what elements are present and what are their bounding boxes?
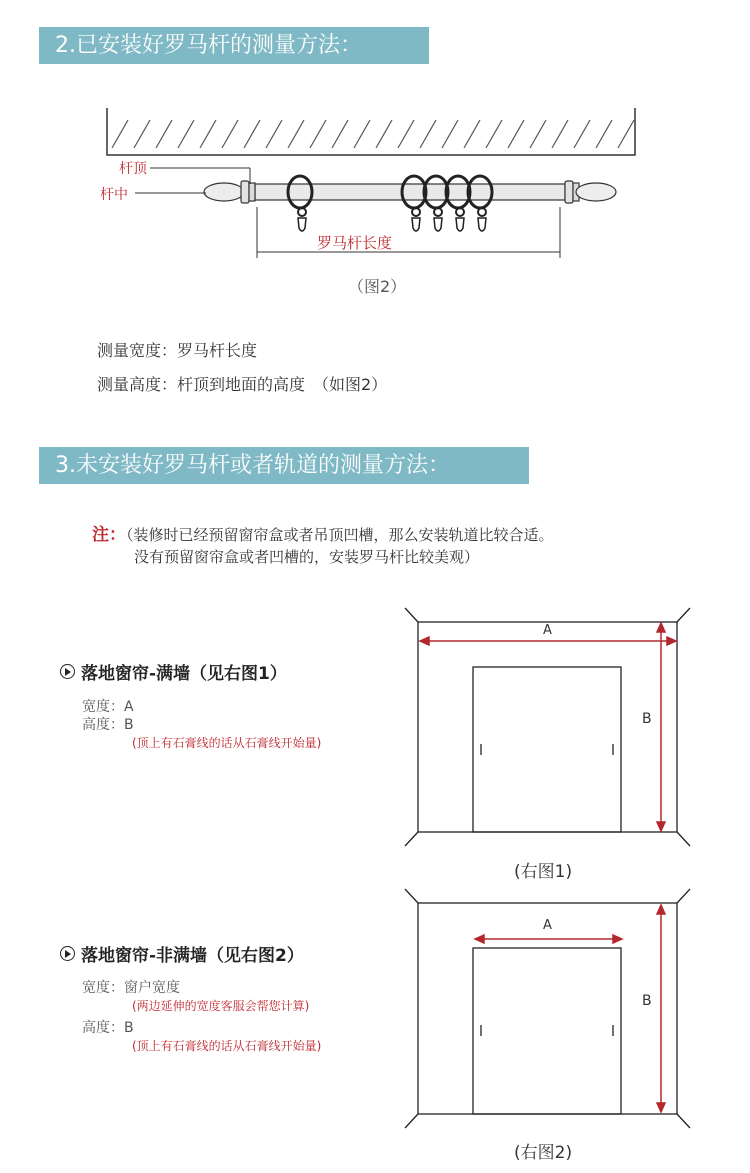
dimension-a-arrow [420, 637, 676, 645]
note-line-2: 没有预留窗帘盒或者凹槽的，安装罗马杆比较美观） [134, 548, 480, 566]
case-1-height: 高度：B [82, 717, 134, 733]
case-2-width-note: (两边延伸的宽度客服会帮您计算) [132, 999, 310, 1013]
hatch-lines [112, 120, 634, 148]
measure-height-text: 测量高度：杆顶到地面的高度 （如图2） [97, 375, 388, 394]
case-2-height-note: (顶上有石膏线的话从石膏线开始量) [132, 1039, 322, 1053]
wall-diagram-1 [0, 600, 750, 860]
note-line-1: （装修时已经预留窗帘盒或者吊顶凹槽，那么安装轨道比较合适。 [126, 526, 554, 544]
dimension-b-arrow [657, 623, 665, 831]
figure-right-1-caption: (右图1) [514, 862, 573, 882]
diagram-1-label-b: B [642, 711, 652, 727]
diagram-2-label-a: A [543, 918, 552, 933]
label-rod-middle: 杆中 [100, 187, 128, 203]
wall-diagram-2 [0, 885, 750, 1130]
rod-length-bracket [257, 207, 560, 258]
label-rod-top: 杆顶 [119, 161, 147, 177]
diagram-2-label-b: B [642, 993, 652, 1009]
case-2-width: 宽度：窗户宽度 [82, 980, 180, 996]
figure-right-2-caption: (右图2) [514, 1143, 573, 1163]
dimension-a-arrow [475, 935, 622, 943]
section-2-title: 2.已安装好罗马杆的测量方法： [39, 27, 429, 64]
ceiling-hatch [107, 108, 635, 155]
dimension-b-arrow [657, 905, 665, 1112]
figure-2-caption: （图2） [348, 277, 407, 296]
case-1-heading-text: 落地窗帘-满墙（见右图1） [81, 664, 287, 684]
case-2-height: 高度：B [82, 1020, 134, 1036]
label-rod-length: 罗马杆长度 [317, 234, 393, 252]
case-1-height-note: (顶上有石膏线的话从石膏线开始量) [132, 736, 322, 750]
diagram-1-label-a: A [543, 623, 552, 638]
case-2-heading-text: 落地窗帘-非满墙（见右图2） [81, 946, 304, 966]
note [92, 520, 554, 545]
case-1-width: 宽度：A [82, 699, 134, 715]
measure-width-text: 测量宽度：罗马杆长度 [97, 341, 258, 360]
note-label: 注： [92, 525, 126, 545]
section-3-title: 3.未安装好罗马杆或者轨道的测量方法： [39, 447, 529, 484]
rod [204, 181, 616, 203]
